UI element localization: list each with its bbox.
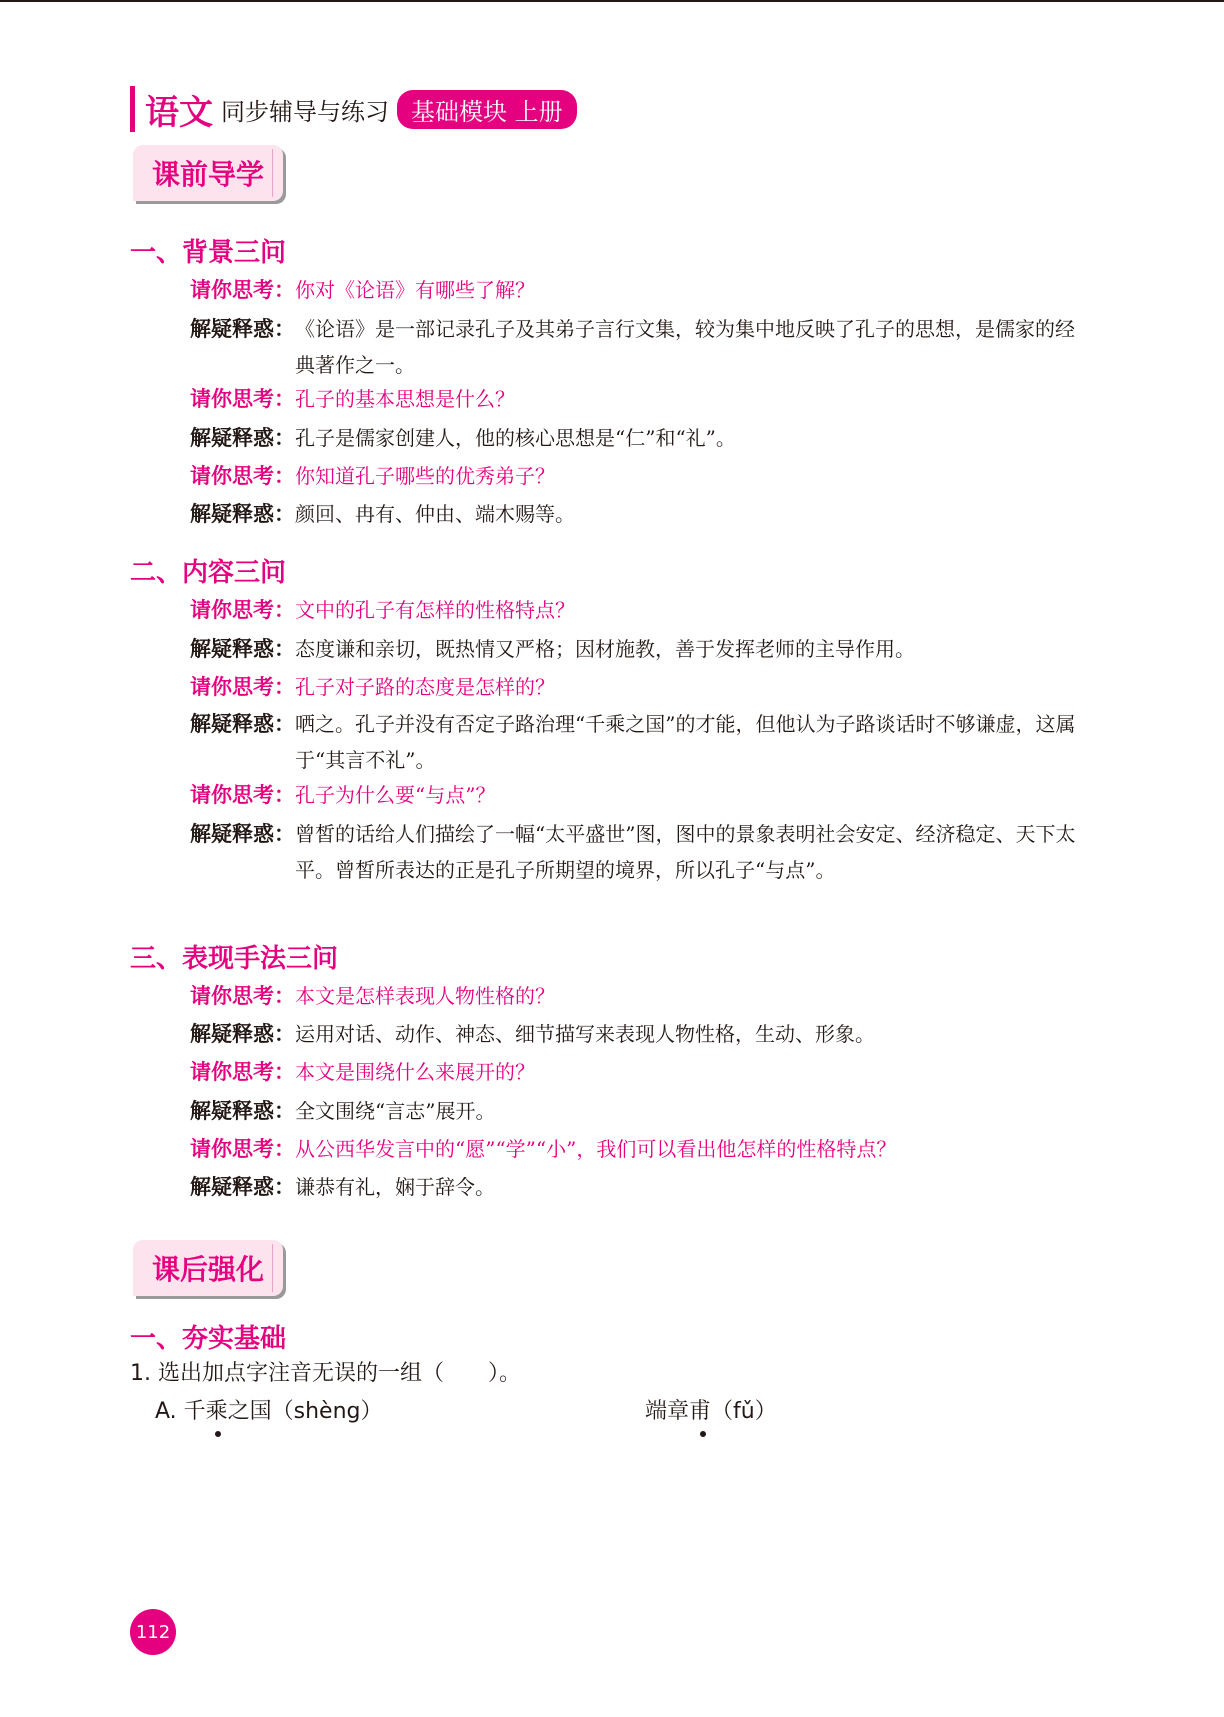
- answer-text: 全文围绕“言志”展开。: [295, 1099, 496, 1123]
- question-label: 请你思考：: [190, 387, 295, 411]
- answer-row: [190, 1093, 1090, 1129]
- answer-text: 《论语》是一部记录孔子及其弟子言行文集，较为集中地反映了孔子的思想，是儒家的经典著作之一。: [295, 317, 1075, 377]
- answer-row: [190, 816, 1090, 888]
- question-label: 请你思考：: [190, 783, 295, 807]
- answer-label: 解疑释惑：: [190, 637, 295, 661]
- answer-label: 解疑释惑：: [190, 712, 295, 736]
- question-row: [190, 592, 1090, 628]
- answer-row: [190, 1016, 1090, 1052]
- question-row: [190, 458, 1090, 494]
- answer-row: [190, 1169, 1090, 1205]
- answer-label: 解疑释惑：: [190, 822, 295, 846]
- section-heading-background: 一、背景三问: [130, 238, 287, 268]
- answer-text: 哂之。孔子并没有否定子路治理“千乘之国”的才能，但他认为子路谈话时不够谦虚，这属于“其言不礼”。: [295, 712, 1076, 772]
- book-header: [130, 86, 577, 132]
- series-title: 同步辅导与练习: [221, 97, 389, 126]
- answer-label: 解疑释惑：: [190, 317, 295, 341]
- question-label: 请你思考：: [190, 1137, 295, 1161]
- answer-row: [190, 706, 1090, 778]
- option-b: 端章甫（fǔ）: [645, 1399, 777, 1424]
- question-text: 文中的孔子有怎样的性格特点？: [295, 598, 575, 622]
- exercise-question: 1. 选出加点字注音无误的一组（ ）。: [130, 1361, 521, 1386]
- answer-label: 解疑释惑：: [190, 1099, 295, 1123]
- question-row: [190, 777, 1090, 813]
- answer-text: 孔子是儒家创建人，他的核心思想是“仁”和“礼”。: [295, 426, 736, 450]
- question-text: 孔子的基本思想是什么？: [295, 387, 515, 411]
- question-label: 请你思考：: [190, 464, 295, 488]
- top-rule: [0, 0, 1224, 2]
- question-text: 你对《论语》有哪些了解？: [295, 278, 535, 302]
- question-label: 请你思考：: [190, 675, 295, 699]
- answer-row: [190, 631, 1090, 667]
- answer-text: 曾皙的话给人们描绘了一幅“太平盛世”图，图中的景象表明社会安定、经济稳定、天下太平。曾皙所表达的正是孔子所期望的境界，所以孔子“与点”。: [295, 822, 1076, 882]
- answer-text: 态度谦和亲切，既热情又严格；因材施教，善于发挥老师的主导作用。: [295, 637, 915, 661]
- question-row: [190, 381, 1090, 417]
- section-heading-technique: 三、表现手法三问: [130, 944, 339, 974]
- question-row: [190, 669, 1090, 705]
- question-label: 请你思考：: [190, 984, 295, 1008]
- answer-row: [190, 420, 1090, 456]
- question-row: [190, 1054, 1090, 1090]
- option-a: A. 千乘之国（shèng）: [155, 1399, 383, 1424]
- question-text: 孔子为什么要“与点”？: [295, 783, 496, 807]
- question-label: 请你思考：: [190, 278, 295, 302]
- question-text: 从公西华发言中的“愿”“学”“小”，我们可以看出他怎样的性格特点？: [295, 1137, 897, 1161]
- question-text: 你知道孔子哪些的优秀弟子？: [295, 464, 555, 488]
- question-text: 本文是围绕什么来展开的？: [295, 1060, 535, 1084]
- question-row: [190, 1131, 1090, 1167]
- answer-text: 颜回、冉有、仲由、端木赐等。: [295, 502, 575, 526]
- answer-label: 解疑释惑：: [190, 426, 295, 450]
- answer-label: 解疑释惑：: [190, 1175, 295, 1199]
- question-text: 孔子对子路的态度是怎样的？: [295, 675, 555, 699]
- question-row: [190, 978, 1090, 1014]
- emphasis-dot: [700, 1431, 706, 1437]
- tab-pre-class: 课前导学: [133, 145, 283, 201]
- header-accent-bar: [130, 86, 135, 132]
- question-label: 请你思考：: [190, 598, 295, 622]
- subject-title: 语文: [145, 92, 213, 133]
- question-text: 本文是怎样表现人物性格的？: [295, 984, 555, 1008]
- section-heading-content: 二、内容三问: [130, 558, 287, 588]
- answer-text: 谦恭有礼，娴于辞令。: [295, 1175, 495, 1199]
- answer-label: 解疑释惑：: [190, 1022, 295, 1046]
- tab-post-class: 课后强化: [133, 1240, 283, 1296]
- emphasis-dot: [215, 1431, 221, 1437]
- section-heading-basics: 一、夯实基础: [130, 1324, 287, 1354]
- page-number: 112: [130, 1609, 176, 1655]
- answer-row: [190, 311, 1090, 383]
- answer-label: 解疑释惑：: [190, 502, 295, 526]
- question-label: 请你思考：: [190, 1060, 295, 1084]
- module-badge: 基础模块 上册: [397, 90, 577, 129]
- question-row: [190, 272, 1090, 308]
- answer-text: 运用对话、动作、神态、细节描写来表现人物性格，生动、形象。: [295, 1022, 875, 1046]
- answer-row: [190, 496, 1090, 532]
